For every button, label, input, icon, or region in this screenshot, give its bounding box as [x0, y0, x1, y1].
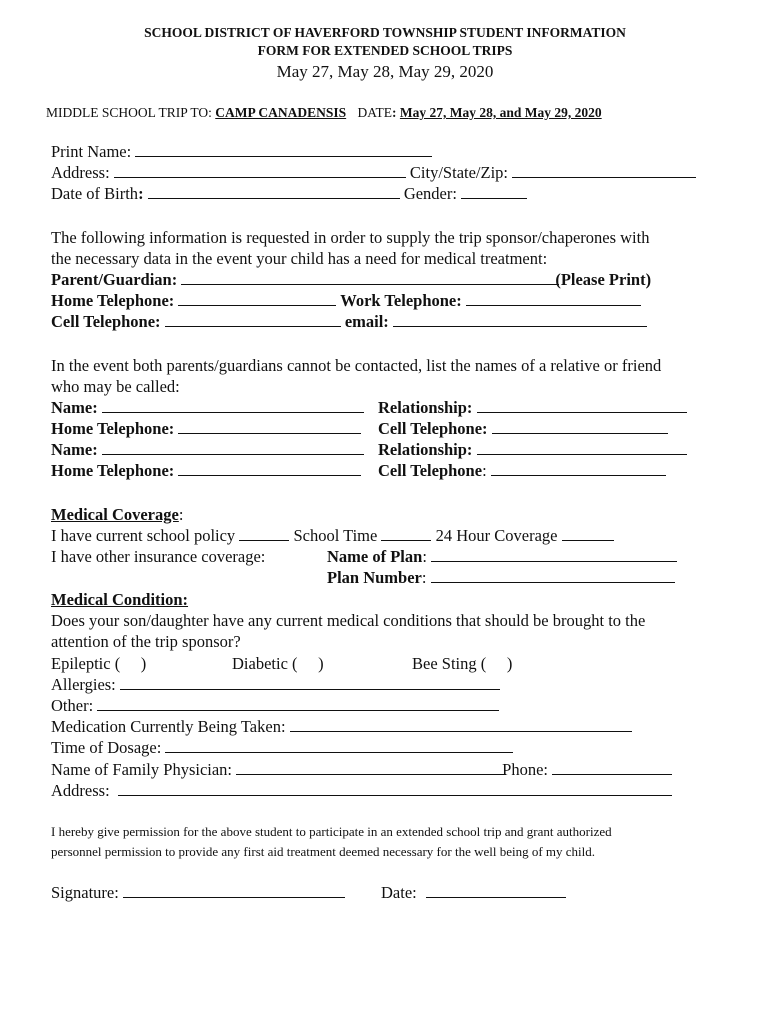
- physician-address-row: [51, 781, 672, 801]
- other-condition-label: Other:: [51, 696, 94, 715]
- print-name-field[interactable]: [135, 142, 432, 157]
- gender-field[interactable]: [461, 184, 527, 199]
- home-phone-field[interactable]: [178, 291, 336, 306]
- print-name-row: [51, 142, 432, 162]
- guardian-label: Parent/Guardian:: [51, 270, 178, 289]
- physician-phone-label: Phone:: [502, 760, 548, 779]
- contact2-name-field[interactable]: [102, 440, 364, 455]
- contact1-home-row: [51, 419, 361, 439]
- email-field[interactable]: [393, 312, 647, 327]
- address-field[interactable]: [114, 163, 406, 178]
- physician-address-field[interactable]: [118, 781, 672, 796]
- physician-address-label: Address:: [51, 781, 110, 800]
- please-print-note: (Please Print): [555, 270, 652, 289]
- contact2-name-label: Name:: [51, 440, 98, 459]
- allergies-label: Allergies:: [51, 675, 116, 694]
- physician-row: [51, 760, 672, 780]
- epileptic-checkbox[interactable]: Epileptic ( ): [51, 654, 147, 673]
- signature-date-row: [381, 883, 566, 903]
- school-policy-label: I have current school policy: [51, 526, 236, 545]
- signature-field[interactable]: [123, 883, 345, 898]
- city-state-zip-label: City/State/Zip:: [409, 163, 509, 182]
- physician-label: Name of Family Physician:: [51, 760, 233, 779]
- contact2-name-row: [51, 440, 364, 460]
- condition-question-2: attention of the trip sponsor?: [51, 632, 241, 651]
- allergies-row: [51, 675, 500, 695]
- contact1-name-row: [51, 398, 364, 418]
- contact1-cell-phone-label: Cell Telephone:: [378, 419, 488, 438]
- medication-row: [51, 717, 632, 737]
- address-label: Address:: [51, 163, 110, 182]
- parent-phone-row: [51, 291, 641, 311]
- emergency-intro-2: who may be called:: [51, 377, 180, 396]
- permission-line-1: I hereby give permission for the above student to participate in an extended school trip and grant authorized: [51, 824, 612, 839]
- signature-date-label: Date:: [381, 883, 417, 902]
- trip-line: MIDDLE SCHOOL TRIP TO: CAMP CANADENSIS DATE: May 27, May 28, and May 29, 2020: [46, 105, 602, 120]
- guardian-field[interactable]: [181, 270, 559, 285]
- plan-name-row: Name of Plan:: [327, 547, 677, 567]
- trip-label: MIDDLE SCHOOL TRIP TO:: [46, 105, 216, 120]
- contact1-relationship-label: Relationship:: [378, 398, 473, 417]
- form-dates: May 27, May 28, May 29, 2020: [276, 62, 494, 81]
- school-time-label: School Time: [293, 526, 378, 545]
- allergies-field[interactable]: [120, 675, 500, 690]
- form-title-line2: FORM FOR EXTENDED SCHOOL TRIPS: [257, 43, 513, 58]
- signature-date-field[interactable]: [426, 883, 566, 898]
- coverage-policy-row: [51, 526, 614, 546]
- dob-label: Date of Birth: [51, 184, 139, 203]
- cell-phone-field[interactable]: [165, 312, 341, 327]
- trip-date-value: May 27, May 28, and May 29, 2020: [399, 105, 602, 120]
- address-row: [51, 163, 696, 183]
- physician-phone-field[interactable]: [552, 760, 672, 775]
- condition-question-1: Does your son/daughter have any current medical conditions that should be brought to the: [51, 611, 646, 630]
- other-condition-field[interactable]: [97, 696, 499, 711]
- contact2-cell-phone-label: Cell Telephone: [378, 461, 483, 480]
- signature-row: [51, 883, 345, 903]
- parent-cell-row: [51, 312, 647, 332]
- school-policy-field[interactable]: [239, 526, 289, 541]
- diabetic-checkbox[interactable]: Diabetic ( ): [232, 654, 324, 673]
- city-state-zip-field[interactable]: [512, 163, 696, 178]
- contact1-home-phone-label: Home Telephone:: [51, 419, 175, 438]
- coverage-heading-row: Medical Coverage:: [51, 505, 184, 524]
- print-name-label: Print Name:: [51, 142, 132, 161]
- trip-destination: CAMP CANADENSIS: [215, 105, 347, 120]
- bee-sting-checkbox[interactable]: Bee Sting ( ): [412, 654, 513, 673]
- signature-label: Signature:: [51, 883, 119, 902]
- work-phone-field[interactable]: [466, 291, 641, 306]
- form-title-line1: SCHOOL DISTRICT OF HAVERFORD TOWNSHIP STUDENT INFORMATION: [144, 25, 626, 40]
- plan-name-field[interactable]: [431, 547, 677, 562]
- guardian-row: [51, 270, 651, 290]
- school-time-field[interactable]: [381, 526, 431, 541]
- condition-heading: Medical Condition:: [51, 590, 189, 609]
- physician-field[interactable]: [236, 760, 506, 775]
- contact2-home-phone-field[interactable]: [178, 461, 361, 476]
- contact1-name-label: Name:: [51, 398, 98, 417]
- home-phone-label: Home Telephone:: [51, 291, 175, 310]
- dosage-label: Time of Dosage:: [51, 738, 162, 757]
- contact1-name-field[interactable]: [102, 398, 364, 413]
- contact2-relationship-row: [378, 440, 687, 460]
- email-label: email:: [344, 312, 389, 331]
- gender-label: Gender:: [403, 184, 457, 203]
- contact2-relationship-field[interactable]: [477, 440, 687, 455]
- hour24-label: 24 Hour Coverage: [435, 526, 558, 545]
- contact1-cell-phone-field[interactable]: [492, 419, 668, 434]
- contact2-cell-phone-field[interactable]: [491, 461, 666, 476]
- contact2-home-phone-label: Home Telephone:: [51, 461, 175, 480]
- work-phone-label: Work Telephone:: [340, 291, 462, 310]
- parent-intro-2: the necessary data in the event your child has a need for medical treatment:: [51, 249, 548, 268]
- contact1-home-phone-field[interactable]: [178, 419, 361, 434]
- plan-name-label: Name of Plan: [327, 547, 423, 566]
- plan-number-field[interactable]: [431, 568, 675, 583]
- dosage-row: [51, 738, 513, 758]
- medication-label: Medication Currently Being Taken:: [51, 717, 286, 736]
- contact2-relationship-label: Relationship:: [378, 440, 473, 459]
- plan-number-label: Plan Number: [327, 568, 422, 587]
- contact2-home-row: [51, 461, 361, 481]
- trip-date-label: DATE: [357, 105, 393, 120]
- parent-intro-1: The following information is requested in order to supply the trip sponsor/chaperones with: [51, 228, 650, 247]
- dob-row: Date of Birth: Gender:: [51, 184, 527, 204]
- contact1-cell-row: [378, 419, 668, 439]
- coverage-heading: Medical Coverage: [51, 505, 179, 524]
- other-condition-row: [51, 696, 499, 716]
- cell-phone-label: Cell Telephone:: [51, 312, 161, 331]
- dob-field[interactable]: [148, 184, 400, 199]
- contact2-cell-row: Cell Telephone:: [378, 461, 666, 481]
- contact1-relationship-field[interactable]: [477, 398, 687, 413]
- plan-number-row: Plan Number:: [327, 568, 675, 588]
- other-insurance-label: I have other insurance coverage:: [51, 547, 266, 566]
- contact1-relationship-row: [378, 398, 687, 418]
- dosage-field[interactable]: [165, 738, 513, 753]
- medication-field[interactable]: [290, 717, 632, 732]
- hour24-field[interactable]: [562, 526, 614, 541]
- permission-line-2: personnel permission to provide any first aid treatment deemed necessary for the well being of my child.: [51, 844, 596, 859]
- emergency-intro-1: In the event both parents/guardians cannot be contacted, list the names of a relative or friend: [51, 356, 662, 375]
